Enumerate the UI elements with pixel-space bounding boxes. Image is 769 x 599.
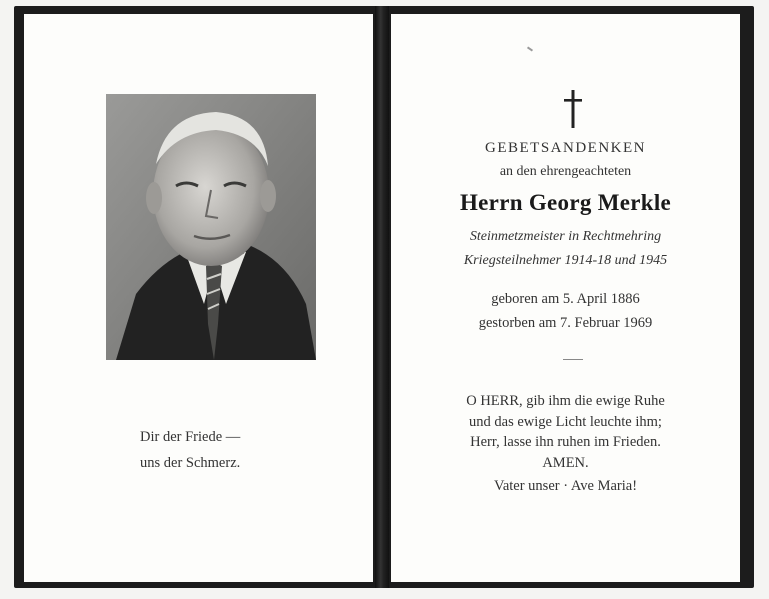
card-fold: [375, 6, 389, 588]
prayer-line-4: AMEN.: [542, 454, 589, 471]
divider: [563, 359, 583, 360]
cross-icon: [563, 90, 583, 128]
memorial-card: [14, 6, 754, 588]
occupation: Steinmetzmeister in Rechtmehring: [469, 229, 662, 244]
heading: GEBETSANDENKEN: [485, 140, 646, 156]
veteran-note: Kriegsteilnehmer 1914-18 und 1945: [463, 253, 668, 268]
paper-speck: [527, 46, 533, 51]
subheading: an den ehrengeachteten: [499, 164, 632, 179]
left-panel: [24, 14, 373, 582]
birth-date: geboren am 5. April 1886: [491, 291, 640, 307]
motto-line-1: Dir der Friede —: [140, 429, 241, 445]
prayer-line-3: Herr, lasse ihn ruhen im Frieden.: [470, 434, 661, 450]
right-panel: [391, 14, 740, 582]
motto-line-2: uns der Schmerz.: [140, 455, 241, 471]
prayer-line-1: O HERR, gib ihm die ewige Ruhe: [466, 393, 665, 409]
prayer-line-2: und das ewige Licht leuchte ihm;: [469, 413, 662, 430]
death-date: gestorben am 7. Februar 1969: [478, 315, 653, 331]
closing-prayer: Vater unser · Ave Maria!: [493, 478, 638, 494]
deceased-name: Herrn Georg Merkle: [459, 190, 672, 215]
motto: [24, 424, 373, 476]
portrait-photo: [106, 94, 316, 360]
prayer: [391, 391, 740, 473]
